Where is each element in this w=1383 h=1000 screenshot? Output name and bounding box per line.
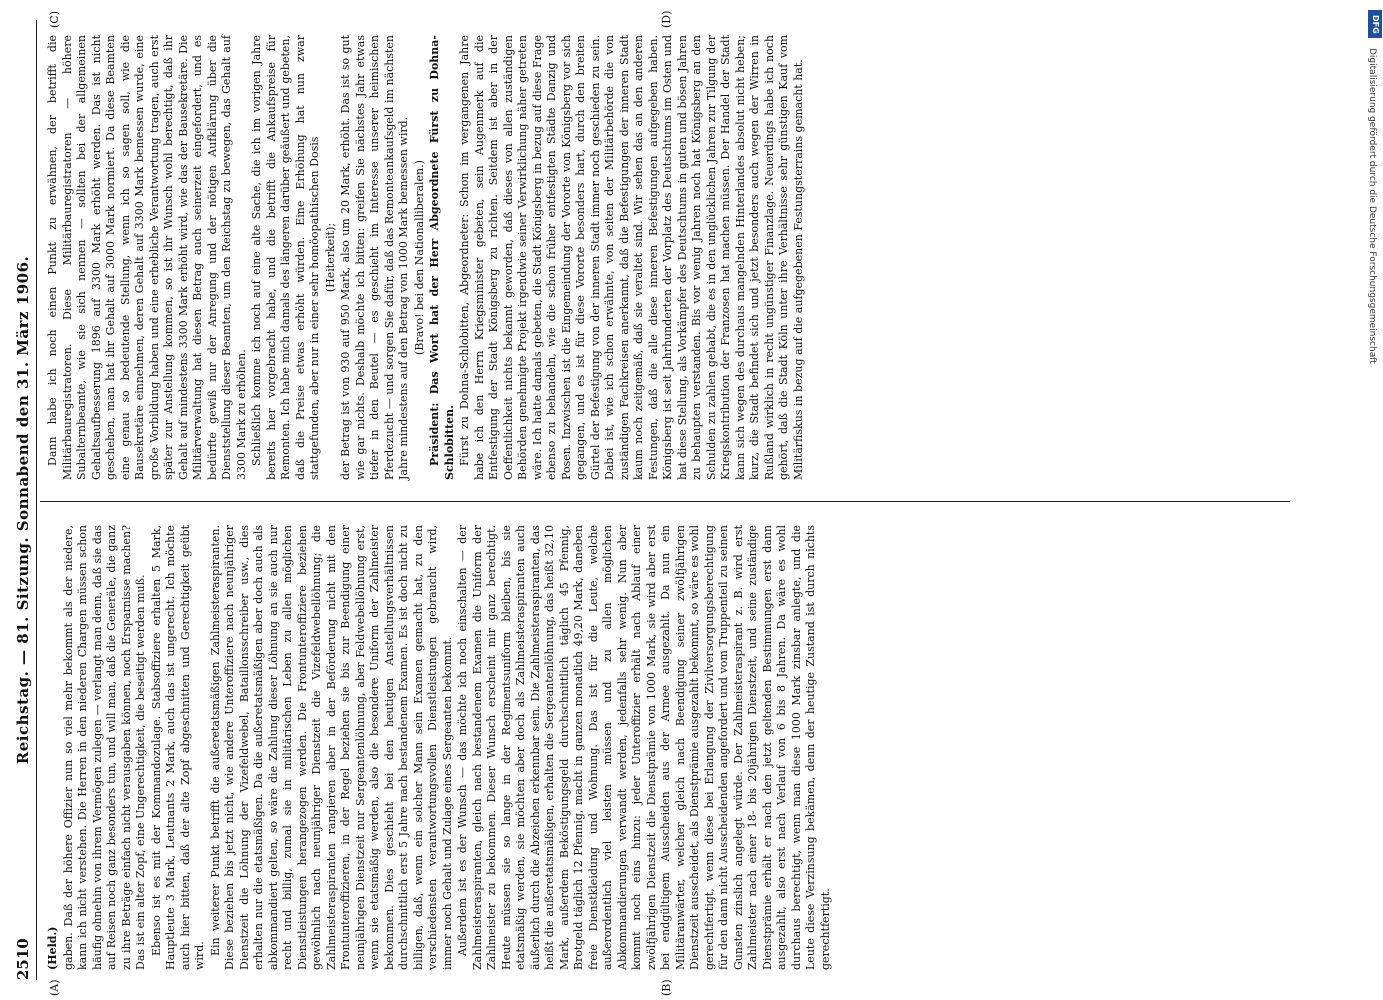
paragraph: Fürst zu Dohna-Schlobitten, Abgeordneter: Schon im vergangenen Jahre habe ich den Herrn Kriegsminister gebeten, sein Augenmerk auf die Entfestigung der Stadt Königsberg zu richten. Seitdem ist aber in der Oeffentlichkeit nichts bekannt geworden, daß dieses von allen zuständigen Behörden genehmigte Projekt irgendwie seiner Verwirklichung näher getreten wäre. Ich hatte damals gebeten, die Stadt Königsberg in bezug auf diese Frage ebenso zu behandeln, wie die schon früher entfestigten Städte Danzig und Posen. Inzwischen ist die Eingemeindung der Vororte von Königsberg vor sich gegangen, und es ist für diese Vororte besonders hart, durch den breiten Gürtel der Befestigung von der inneren Stadt immer noch geschieden zu sein. Dabei ist, wie ich schon erwähnte, von seiten der Militärbehörde die von zuständigen Fachkreisen anerkannt, daß die Befestigungen der inneren Stadt kaum noch zeitgemäß, daß sie veraltet sind. Wir sehen das an den anderen Festungen, daß die alle diese inneren Befestigungen aufgegeben haben. Königsberg ist seit Jahrhunderten der Vorplatz des Deutschtums im Osten und hat diese Stellung, als Vorkämpfer des Deutschtums in guten und bösen Jahren zu behaupten verstanden. Bis vor wenig Jahren noch hat Königsberg an den Schulden zu zahlen gehabt, die es in den unglücklichen Jahren zur Tilgung der Kriegskontribution der Franzosen hat machen müssen. Der Handel der Stadt kann sich wegen des durchaus mangelnden Hinterlandes absolut nicht heben; kurz, die Stadt befindet sich und jetzt besonders auch wegen der Wirren in Rußland wirklich in recht ungünstiger Finanzlage. Neuerdings habe ich noch gehört, daß die Stadt Köln unter ihre Verhältnisse sehr günstigen Kauf vom Militärfiskus in bezug auf die aufgegebenen Festungsterrains gemacht hat. — [458, 35, 805, 480]
interjection: (Heiterkeit); — [323, 222, 337, 293]
page-number: 2510 — [14, 938, 32, 980]
president-remark: Präsident: Das Wort hat der Herr Abgeordnete Fürst zu Dohna-Schlobitten. — [428, 35, 456, 480]
paragraph: Schließlich komme ich noch auf eine alte Sache, die ich im vorigen Jahre bereits hier vorgebracht habe, und die betrifft die Ankaufspreise für Remonten. Ich habe mich damals des längeren darüber geäußert und gebeten, daß die Preise etwas erhöht würden. Eine Erhöhung hat nun zwar stattgefunden, aber nur in einer sehr homöopathischen Dosis — [250, 35, 321, 480]
margin-marker-b: (B) — [660, 979, 673, 996]
paragraph: der Betrag ist von 930 auf 950 Mark, also um 20 Mark, erhöht. Das ist so gut wie gar nichts. Deshalb möchte ich bitten: greifen Sie nächstes Jahr etwas tiefer in den Beutel — es geschieht im Interesse unserer heimischen Pferdezucht — und sorgen Sie dafür, daß das Remonteankaufsgeld im nächsten Jahre mindestens auf den Betrag von 1000 Mark bemessen wird. — [339, 35, 410, 480]
digitization-note: Digitalisierung gefördert durch die Deutsche Forschungsgemeinschaft — [1367, 48, 1377, 364]
paragraph: Dann habe ich noch einen Punkt zu erwähnen, der betrifft die Militärbauregistratoren. Diese Militärbauregistratoren — höhere Subalternbeamte, wie sie sich nennen — sollten bei der allgemeinen Gehaltsaufbesserung 1896 auf 3300 Mark erhöht werden. Das ist nicht geschehen, man hat ihr Gehalt auf 3000 Mark normiert. Da diese Beamten eine genau so bedeutende Stellung, wenn ich so sagen soll, wie die Bausekretäre einnehmen, deren Gehalt auf 3300 Mark bemessen wurde, eine große Vorbildung haben und eine erhebliche Verantwortung tragen, auch erst später zur Anstellung kommen, so ist ihr Wunsch wohl berechtigt, daß ihr Gehalt auf mindestens 3300 Mark erhöht wird, wie das der Bausekretäre. Die Militärverwaltung hat diesen Betrag auch seinerzeit eingefordert, und es bedürfte gewiß nur der Anregung und der nötigen Aufklärung über die Dienststellung dieser Beamten, um den Reichstag zu bewegen, das Gehalt auf 3300 Mark zu erhöhen. — [46, 35, 248, 480]
dfg-logo: DFG — [1368, 10, 1382, 38]
interjection: (Bravo! bei den Nationalliberalen.) — [412, 160, 426, 355]
right-column — [46, 35, 807, 480]
header-rule — [36, 20, 37, 980]
paragraph: Ebenso ist es mit der Kommandozulage. Stabsoffiziere erhalten 5 Mark, Hauptleute 3 Mark, Leutnants 2 Mark, auch das ist ungerecht. Ich möchte auch hier bitten, daß der alte Zopf abgeschnitten und Gerechtigkeit geübt wird. — [149, 525, 206, 970]
margin-marker-c: (C) — [48, 11, 61, 28]
column-divider — [40, 501, 1290, 502]
paragraph: Ein weiterer Punkt betrifft die außeretatsmäßigen Zahlmeisteraspiranten. Diese beziehen bis jetzt nicht, wie andere Unteroffiziere nach neunjähriger Dienstzeit die Löhnung der Vizefeldwebel, Bataillonsschreiber usw., dies erhalten nur die etatsmäßigen. Da die außeretatsmäßigen aber doch auch als abkommandiert gelten, so wäre die Zahlung dieser Löhnung an sie auch nur recht und billig, zumal sie in militärischen Leben zu allen möglichen Dienstleistungen herangezogen werden. Die Frontunteroffiziere beziehen gewöhnlich nach neunjähriger Dienstzeit die Vizefeldwebellöhnung; die Zahlmeisteraspiranten rangieren aber in der Beförderung nicht mit den Frontunteroffizieren, in der Regel beziehen sie bis zur Beendigung einer neunjährigen Dienstzeit nur Sergeantenlöhnung, aber Feldwebellöhnung erst, wenn sie etatsmäßig werden, also die besondere Uniform der Zahlmeister bekommen. Dies geschieht bei den heutigen Anstellungsverhältnissen durchschnittlich erst 5 Jahre nach bestandenem Examen. Es ist doch nicht zu billigen, daß, wenn ein solcher Mann sein Examen gemacht hat, zu den verschiedensten verantwortungsvollen Dienstleistungen gebraucht wird, immer noch Gehalt und Zulage eines Sergeanten bekommt. — [208, 525, 454, 970]
margin-marker-a: (A) — [48, 979, 61, 996]
paragraph: gaben. Daß der höhere Offizier nun so viel mehr bekommt als der niedere, kann ich nicht verstehen. Die Herren in den niederen Chargen müssen schon häufig ohnehin von ihrem Vermögen zulegen — verlangt man denn, daß sie das auf Reisen noch ganz besonders tun, und will man, daß die Generäle, die ganz zu ihre Beträge einfach nicht verausgaben können, noch Ersparnisse machen? Das ist ein alter Zopf, eine Ungerechtigkeit, die beseitigt werden muß. — [61, 525, 147, 970]
page-header — [8, 40, 44, 980]
paragraph: Außerdem ist es der Wunsch — das möchte ich noch einschalten — der Zahlmeisteraspiranten, gleich nach bestandenem Examen die Uniform der Zahlmeister zu bekommen. Dieser Wunsch erscheint mir ganz berechtigt. Heute müssen sie so lange in der Regimentsuniform bleiben, bis sie etatsmäßig werden, sie möchten aber doch als Zahlmeisteraspiranten auch äußerlich durch die Abzeichen erkennbar sein. Die Zahlmeisteraspiranten, das heißt die außeretatsmäßigen, erhalten die Sergeantenlöhnung, das heißt 32,10 Mark, außerdem Beköstigungsgeld durchschnittlich täglich 45 Pfennig, Brotgeld täglich 12 Pfennig, macht in ganzen monatlich 49,20 Mark, daneben freie Dienstkleidung und Wohnung. Das ist für die Leute, welche außerordentlich viel leisten müssen und zu allen möglichen Abkommandierungen verwandt werden, jedenfalls sehr wenig. Nun aber kommt noch eins hinzu: jeder Unteroffizier erhält nach Ablauf einer zwölfjährigen Dienstzeit die Dienstprämie von 1000 Mark, sie wird aber erst bei endgültigem Ausscheiden aus der Armee ausgezahlt. Da nun ein Militäranwärter, welcher gleich nach Beendigung seiner zwölfjährigen Dienstzeit ausscheidet, als Dienstprämie ausgezahlt bekommt, so wäre es wohl gerechtfertigt, wenn diese bei Erlangung der Zivilversorgungsberechtigung für den dann nicht Ausscheidenden angefordert und vom Truppenteil zu seinen Gunsten zinslich angelegt würde. Der Zahlmeisteraspirant z. B. wird erst Zahlmeister nach einer 18- bis 20jährigen Dienstzeit, und seine zuständige Dienstprämie erhält er nach den jetzt geltenden Bestimmungen erst dann ausgezahlt, also erst nach Verlauf von 6 bis 8 Jahren. Da wäre es wohl durchaus berechtigt, wenn man diese 1000 Mark zinsbar anlegte, und die Leute diese Verzinsung bekämen, denn der heutige Zustand ist durch nichts gerechtfertigt. — [456, 525, 832, 970]
margin-marker-d: (D) — [660, 10, 673, 28]
session-title: Reichstag. — 81. Sitzung. Sonnabend den 31. März 1906. — [14, 255, 32, 765]
left-column — [46, 525, 834, 970]
speaker-heading: (Held.) — [46, 926, 59, 970]
